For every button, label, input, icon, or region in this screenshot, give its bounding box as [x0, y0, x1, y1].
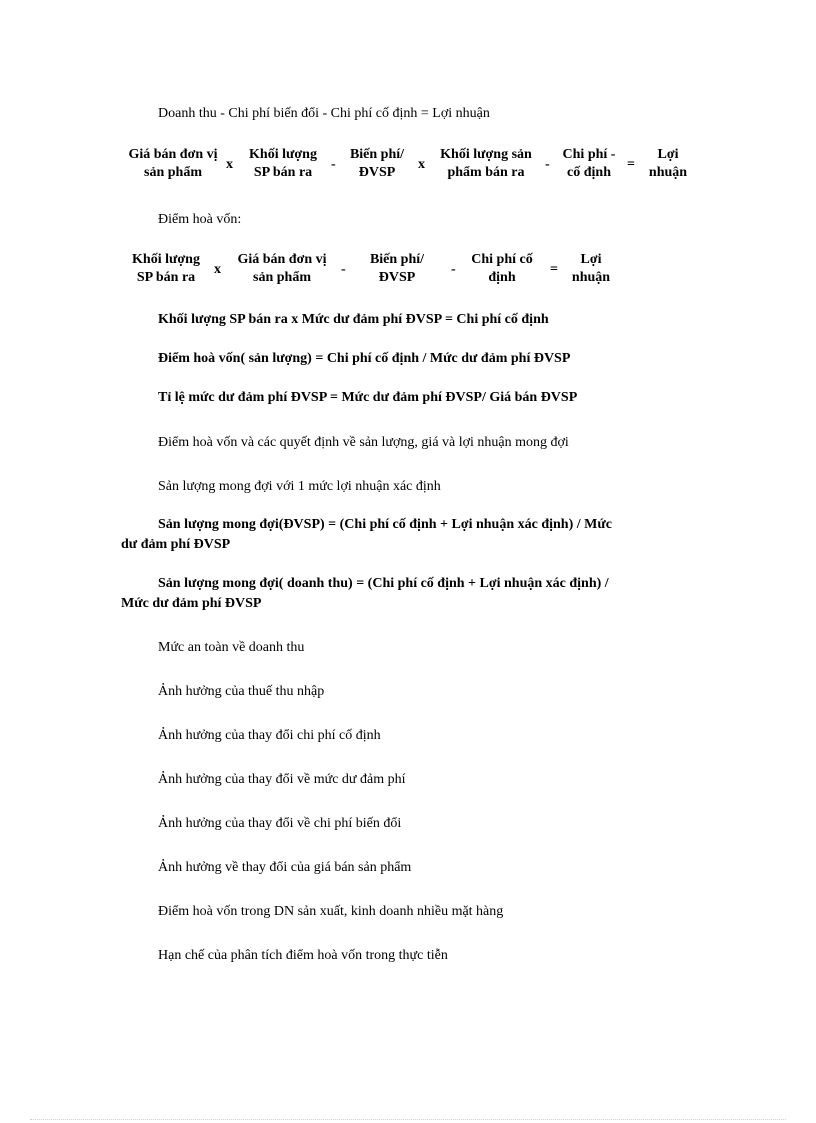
formula-1-op-4: -: [545, 157, 550, 172]
text-line: Mức an toàn về doanh thu: [158, 640, 305, 655]
term-line: Khối lượng sản: [440, 147, 532, 162]
text-line: Ảnh hưởng của thay đổi chi phí cố định: [158, 728, 381, 743]
text-line: Ảnh hưởng của thuế thu nhập: [158, 684, 325, 699]
term-line: Lợi: [657, 147, 679, 162]
formula-2-term-2: [226, 251, 338, 287]
formula-2-op-4: =: [550, 262, 558, 277]
term-line: ĐVSP: [378, 270, 416, 285]
paragraph-line: Sản lượng mong đợi(ĐVSP) = (Chi phí cố định + Lợi nhuận xác định) / Mức: [158, 517, 612, 532]
contribution-equation-line: Khối lượng SP bán ra x Mức dư đảm phí ĐVSP = Chi phí cố định: [158, 312, 549, 327]
page-bottom-divider: [30, 1119, 786, 1120]
term-line: Khối lượng: [132, 252, 200, 267]
term-line: Giá bán đơn vị: [128, 147, 218, 162]
text-line: Ảnh hưởng của thay đổi về chi phí biến đổi: [158, 816, 402, 831]
term-line: nhuận: [648, 165, 688, 180]
term-line: ĐVSP: [358, 165, 396, 180]
formula-2-op-2: -: [341, 262, 346, 277]
formula-1-term-3: [342, 146, 412, 182]
text-line: Sản lượng mong đợi với 1 mức lợi nhuận xác định: [158, 479, 441, 494]
formula-2-op-1: x: [214, 262, 221, 277]
term-line: Khối lượng: [249, 147, 317, 162]
formula-2-term-3: [360, 251, 434, 287]
term-line: SP bán ra: [136, 270, 196, 285]
paragraph-line: Mức dư đảm phí ĐVSP: [121, 596, 262, 611]
term-line: sản phẩm: [144, 165, 202, 180]
formula-1-term-2: [239, 146, 327, 182]
formula-1-op-2: -: [331, 157, 336, 172]
heading-formula: Doanh thu - Chi phí biến đổi - Chi phí cố định = Lợi nhuận: [158, 106, 490, 121]
formula-2-term-5: [563, 251, 619, 287]
term-line: Biến phí/: [369, 252, 425, 267]
formula-1-term-1: [118, 146, 228, 182]
breakeven-label: Điểm hoà vốn:: [158, 212, 242, 227]
term-line: Chi phí cố: [471, 252, 533, 267]
formula-2-term-1: [122, 251, 210, 287]
expected-volume-revenue-paragraph: [121, 574, 691, 614]
term-line: sản phẩm: [253, 270, 311, 285]
text-line: Điểm hoà vốn và các quyết định về sản lượng, giá và lợi nhuận mong đợi: [158, 435, 569, 450]
contribution-ratio-line: Tỉ lệ mức dư đảm phí ĐVSP = Mức dư đảm phí ĐVSP/ Giá bán ĐVSP: [158, 390, 578, 405]
formula-2-term-4: [462, 251, 542, 287]
expected-volume-units-paragraph: [121, 515, 691, 555]
formula-1-op-5: =: [627, 157, 635, 172]
text-line: Ảnh hưởng về thay đổi của giá bán sản phẩm: [158, 860, 412, 875]
breakeven-volume-line: Điểm hoà vốn( sản lượng) = Chi phí cố định / Mức dư đảm phí ĐVSP: [158, 351, 571, 366]
term-line: cố định: [567, 165, 611, 180]
term-line: định: [488, 270, 516, 285]
term-line: Biến phí/: [349, 147, 405, 162]
formula-1-term-5: [556, 146, 622, 182]
text-line: Điểm hoà vốn trong DN sản xuất, kinh doanh nhiều mặt hàng: [158, 904, 504, 919]
text-line: Hạn chế của phân tích điểm hoà vốn trong thực tiễn: [158, 948, 448, 963]
term-line: Giá bán đơn vị: [237, 252, 327, 267]
term-line: phẩm bán ra: [447, 165, 525, 180]
formula-1-op-1: x: [226, 157, 233, 172]
formula-1-term-6: [640, 146, 696, 182]
term-line: Chi phí -: [562, 147, 616, 162]
formula-2-op-3: -: [451, 262, 456, 277]
term-line: nhuận: [571, 270, 611, 285]
formula-1-op-3: x: [418, 157, 425, 172]
formula-1-term-4: [430, 146, 542, 182]
term-line: Lợi: [580, 252, 602, 267]
paragraph-line: Sản lượng mong đợi( doanh thu) = (Chi phí cố định + Lợi nhuận xác định) /: [158, 576, 609, 591]
term-line: SP bán ra: [253, 165, 313, 180]
paragraph-line: dư đảm phí ĐVSP: [121, 537, 231, 552]
text-line: Ảnh hưởng của thay đổi về mức dư đảm phí: [158, 772, 406, 787]
